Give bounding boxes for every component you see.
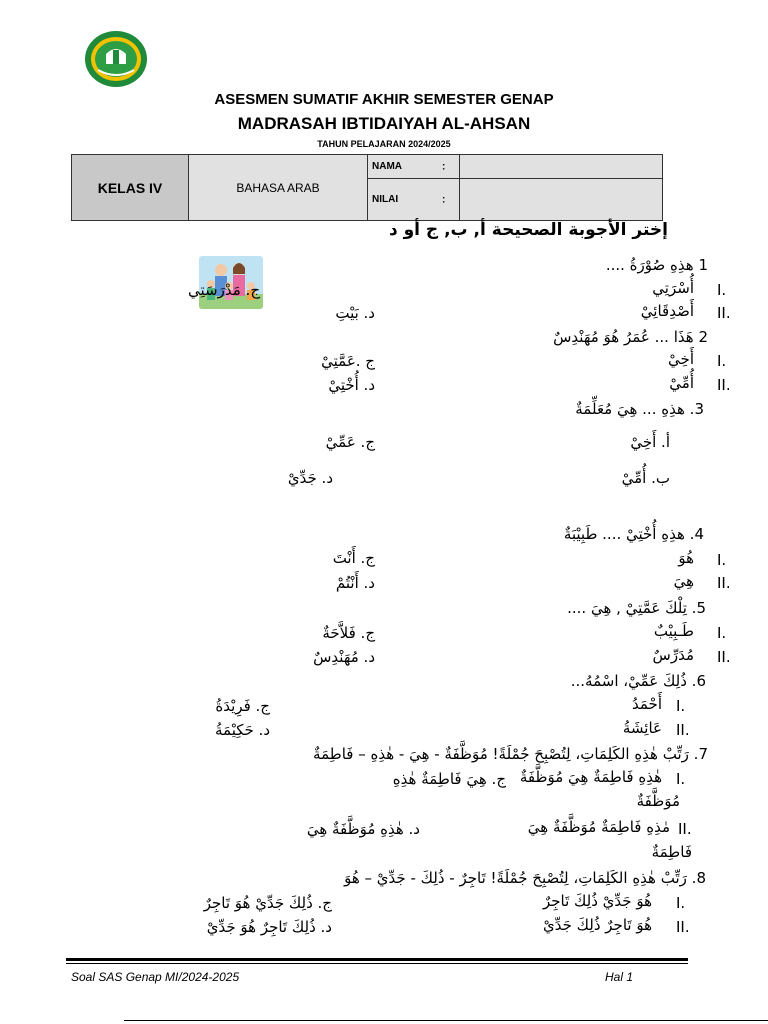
- name-label: NAMA: [372, 161, 402, 172]
- question-5: [567, 599, 706, 617]
- school-logo: [84, 30, 148, 88]
- score-label-cell: [368, 179, 460, 221]
- question-text: هذِهِ صُوْرَةُ ....: [605, 256, 694, 274]
- option-b[interactable]: هُوَ تَاجِرٌ ذُلِكَ جَدِّيْ: [542, 916, 652, 934]
- question-text: رَتِّبْ هٰذِهِ الكَلِمَاتِ، لِتُصْبِحَ جُمْلَةً! تَاجِرٌ - ذُلِكَ - جَدِّيْ – هُوَ: [344, 869, 687, 887]
- question-7: [313, 745, 708, 763]
- option-a-mark: I.: [676, 894, 686, 912]
- option-a-mark: I.: [676, 697, 686, 715]
- option-d[interactable]: د. أُخْتِيْ: [328, 376, 375, 394]
- option-a[interactable]: طَـبِيْبٌ: [653, 622, 694, 640]
- question-number: 3.: [689, 400, 704, 418]
- option-a-mark: I.: [676, 770, 686, 788]
- academic-year: TAHUN PELAJARAN 2024/2025: [317, 139, 451, 149]
- student-info-table: [71, 154, 663, 221]
- question-text: رَتِّبْ هٰذِهِ الكَلِمَاتِ، لِتُصْبِحَ جُمْلَةً! مُوَظَّفَةٌ - هِيَ - هٰذِهِ – فَاطِمَةٌ: [313, 745, 689, 763]
- score-field[interactable]: [460, 179, 663, 221]
- question-number: 7.: [693, 745, 708, 763]
- score-colon: :: [442, 194, 446, 205]
- question-1: [606, 256, 708, 274]
- option-d[interactable]: د. أَنْتُمْ: [335, 574, 375, 592]
- subject-cell: BAHASA ARAB: [189, 155, 368, 221]
- question-text: هذِهِ ... هِيَ مُعَلِّمَةٌ: [575, 400, 685, 418]
- question-3: [575, 400, 704, 418]
- school-name: MADRASAH IBTIDAIYAH AL-AHSAN: [237, 114, 531, 133]
- option-c[interactable]: ج. فَرِيْدَةُ: [215, 697, 270, 715]
- option-a-mark: I.: [717, 624, 727, 642]
- option-d[interactable]: د. مُهَنْدِسٌ: [313, 648, 375, 666]
- question-4: [564, 525, 704, 543]
- option-a[interactable]: أَحْمَدُ: [632, 695, 662, 713]
- question-text: هَذَا ... عُمَرُ هُوَ مُهَنْدِسٌ: [553, 328, 694, 346]
- exam-title: ASESMEN SUMATIF AKHIR SEMESTER GENAP: [214, 91, 554, 108]
- question-number: 5.: [691, 599, 706, 617]
- option-b[interactable]: أُمِّيْ: [669, 374, 694, 392]
- name-colon: :: [442, 161, 446, 172]
- option-a[interactable]: هُوَ جَدِّيْ ذُلِكَ تَاجِرٌ: [542, 892, 652, 910]
- question-number: 1: [698, 256, 708, 274]
- option-a-mark: I.: [717, 352, 727, 370]
- option-a-mark: I.: [717, 551, 727, 569]
- question-text: تِلْكَ عَمَّتِيْ , هِيَ ....: [567, 599, 687, 617]
- option-c[interactable]: ج. هِيَ فَاطِمَةٌ هٰذِهِ: [392, 770, 506, 788]
- question-6: [571, 672, 706, 690]
- option-d[interactable]: د. هٰذِهِ مُوَظَّفَةٌ هِيَ: [306, 820, 420, 838]
- question-text: ذُلِكَ عَمِّيْ، اسْمُهُ...: [570, 672, 687, 690]
- name-field[interactable]: [460, 155, 663, 179]
- option-a[interactable]: أُسْرَتِي: [652, 279, 694, 297]
- option-b[interactable]: أَصْدِقَائِيْ: [640, 302, 694, 320]
- page-bottom-rule: [124, 1020, 768, 1021]
- footer-rule-thin: [66, 963, 688, 964]
- option-d[interactable]: د. بَيْتِ: [335, 304, 375, 322]
- option-b-mark: II.: [676, 918, 690, 936]
- footer-left: Soal SAS Genap MI/2024-2025: [71, 970, 240, 984]
- option-b[interactable]: هِيَ: [673, 572, 694, 590]
- option-a[interactable]: هُوَ: [678, 549, 694, 567]
- question-number: 4.: [689, 525, 704, 543]
- option-d-continued[interactable]: فَاطِمَةٌ: [651, 843, 692, 861]
- option-b-mark: II.: [717, 304, 731, 322]
- option-a[interactable]: هٰذِهِ فَاطِمَةٌ هِيَ مُوَظَّفَةٌ: [519, 768, 662, 786]
- option-c[interactable]: ج. مَدْرَسَتِي: [188, 281, 260, 299]
- option-b-mark: II.: [678, 820, 692, 838]
- option-b-mark: II.: [717, 574, 731, 592]
- page-number: Hal 1: [605, 970, 634, 984]
- option-b-mark: II.: [717, 376, 731, 394]
- option-c[interactable]: ج. عَمِّيْ: [325, 433, 375, 451]
- name-label-cell: [368, 155, 460, 179]
- option-b-mark: II.: [676, 721, 690, 739]
- question-number: 6.: [691, 672, 706, 690]
- option-b[interactable]: مٰذِهِ فَاطِمَةٌ مُوَظَّفَةٌ هِيَ: [527, 818, 670, 836]
- option-b[interactable]: عَائِشَةُ: [622, 719, 662, 737]
- instruction: إختر الأجوبة الصحيحة أ, ب, ج أو د: [388, 220, 668, 240]
- question-text: هذِهِ أُخْتِيْ .... طَبِيْبَةٌ: [563, 525, 685, 543]
- option-b-mark: II.: [717, 648, 731, 666]
- option-a[interactable]: أ. أَخِيْ: [630, 433, 670, 451]
- option-d[interactable]: د. جَدِّيْ: [287, 469, 333, 487]
- option-c[interactable]: ج. أَنْتَ: [332, 549, 375, 567]
- question-number: 8.: [691, 869, 706, 887]
- option-a[interactable]: أَخِيْ: [668, 350, 694, 368]
- option-d[interactable]: د. حَكِيْمَةُ: [214, 721, 270, 739]
- option-a-mark: I.: [717, 281, 727, 299]
- question-8: [344, 869, 706, 887]
- question-number: 2: [698, 328, 708, 346]
- score-label: NILAI: [372, 194, 399, 205]
- question-2: [553, 328, 708, 346]
- class-cell: KELAS IV: [72, 155, 189, 221]
- option-c[interactable]: ج. ذُلِكَ جَدِّيْ هُوَ تَاجِرٌ: [203, 894, 332, 912]
- option-b[interactable]: ب. أُمِّيْ: [621, 469, 670, 487]
- option-c[interactable]: ج .عَمَّتِيْ: [321, 352, 375, 370]
- option-c-continued[interactable]: مُوَظَّفَةٌ: [636, 792, 680, 810]
- footer-rule-thick: [66, 958, 688, 961]
- option-d[interactable]: د. ذُلِكَ تَاجِرٌ هُوَ جَدِّيْ: [206, 918, 332, 936]
- option-b[interactable]: مُدَرِّسٌ: [652, 646, 694, 664]
- option-c[interactable]: ج. فَلاَّحَةٌ: [322, 624, 375, 642]
